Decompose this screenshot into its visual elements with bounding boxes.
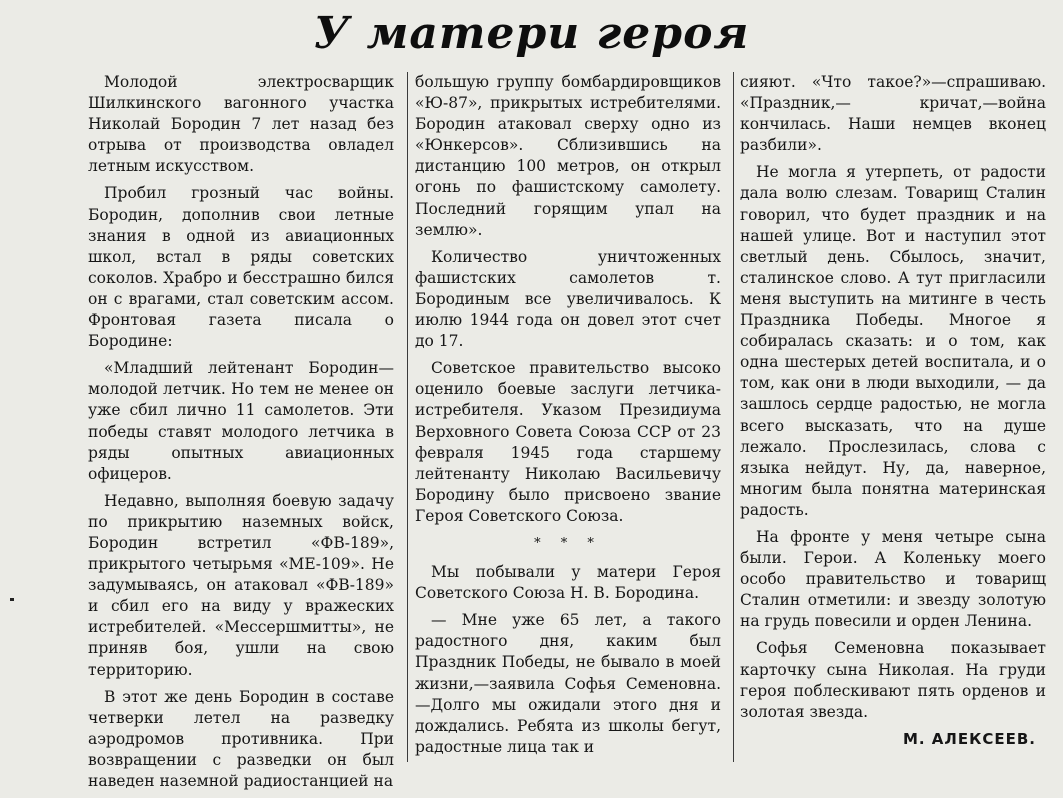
column-1 [88,72,394,798]
paragraph: большую группу бомбардировщиков «Ю-87», прикрытых истребителями. Бородин атаковал сверху одно из «Юнкерсов». Сблизившись на дистанцию 100 метров, он открыл огонь по фашистскому самолету. Последний горящим упал на землю». [415,73,721,239]
column-2 [415,72,721,764]
paragraph: «Младший лейтенант Бородин— молодой летчик. Но тем не менее он уже сбил лично 11 самолетов. Эти победы ставят молодого летчика в ряды опытных авиационных офицеров. [88,359,394,483]
paragraph: Советское правительство высоко оценило боевые заслуги летчика-истребителя. Указом Президиума Верховного Совета Союза ССР от 23 февраля 1945 года старшему лейтенанту Николаю Васильевичу Бородину было присвоено звание Героя Советского Союза. [415,359,721,525]
paragraph: Количество уничтоженных фашистских самолетов т. Бородиным все увеличивалось. К июлю 1944 года он довел этот счет до 17. [415,247,721,351]
column-rule [733,72,734,762]
print-speck [10,598,14,601]
paragraph: Софья Семеновна показывает карточку сына Николая. На груди героя поблескивают пять орденов и золотая звезда. [740,639,1046,721]
paragraph: Пробил грозный час войны. Бородин, дополнив свои летные знания в одной из авиационных школ, встал в ряды советских соколов. Храбро и бесстрашно бился он с врагами, стал советским ассом. Фронтовая газета писала о Бородине: [88,184,394,351]
column-3 [740,72,1046,750]
author-signature: М. АЛЕКСЕЕВ. [902,729,1036,748]
paragraph: На фронте у меня четыре сына были. Герои. А Коленьку моего особо правительство и товарищ Сталин отметили: и звезду золотую на грудь повесили и орден Ленина. [740,527,1046,631]
paragraph: Недавно, выполняя боевую задачу по прикрытию наземных войск, Бородин встретил «ФВ-189», прикрытого четырьмя «МЕ-109». Не задумываясь, он атаковал «ФВ-189» и сбил его на виду у вражеских истребителей. «Мессершмитты», не приняв боя, ушли на свою территорию. [88,491,394,679]
paragraph: В этот же день Бородин в составе четверки летел на разведку аэродромов противника. При возвращении с разведки он был наведен наземной радиостанцией на [88,687,394,790]
paragraph: — Мне уже 65 лет, а такого радостного дня, каким был Праздник Победы, не бывало в моей жизни,—заявила Софья Семеновна.—Долго мы ожидали этого дня и дождались. Ребята из школы бегут, радостные лица так и [415,611,721,756]
section-separator: * * * [534,535,602,551]
paragraph: Не могла я утерпеть, от радости дала волю слезам. Товарищ Сталин говорил, что будет праздник и на нашей улице. Вот и наступил этот светлый день. Сбылось, значит, сталинское слово. А тут пригласили меня выступить на митинге в честь Праздника Победы. Многое я собиралась сказать: и о том, как одна шестерых детей воспитала, и о том, как они в люди выходили, — да зашлось сердце радостью, не могла всего высказать, что на душе лежало. Прослезилась, слова с языка нейдут. Ну, да, наверное, многим была понятна материнская радость. [740,163,1046,519]
paragraph: Молодой электросварщик Шилкинского вагонного участка Николай Бородин 7 лет назад без отрыва от производства овладел летным искусством. [88,73,394,176]
article-headline: У матери героя [313,8,750,59]
paragraph: Мы побывали у матери Героя Советского Союза Н. В. Бородина. [415,563,721,603]
column-rule [407,72,408,762]
paragraph: сияют. «Что такое?»—спрашиваю. «Праздник,— кричат,—война кончилась. Наши немцев вконец разбили». [740,73,1046,155]
